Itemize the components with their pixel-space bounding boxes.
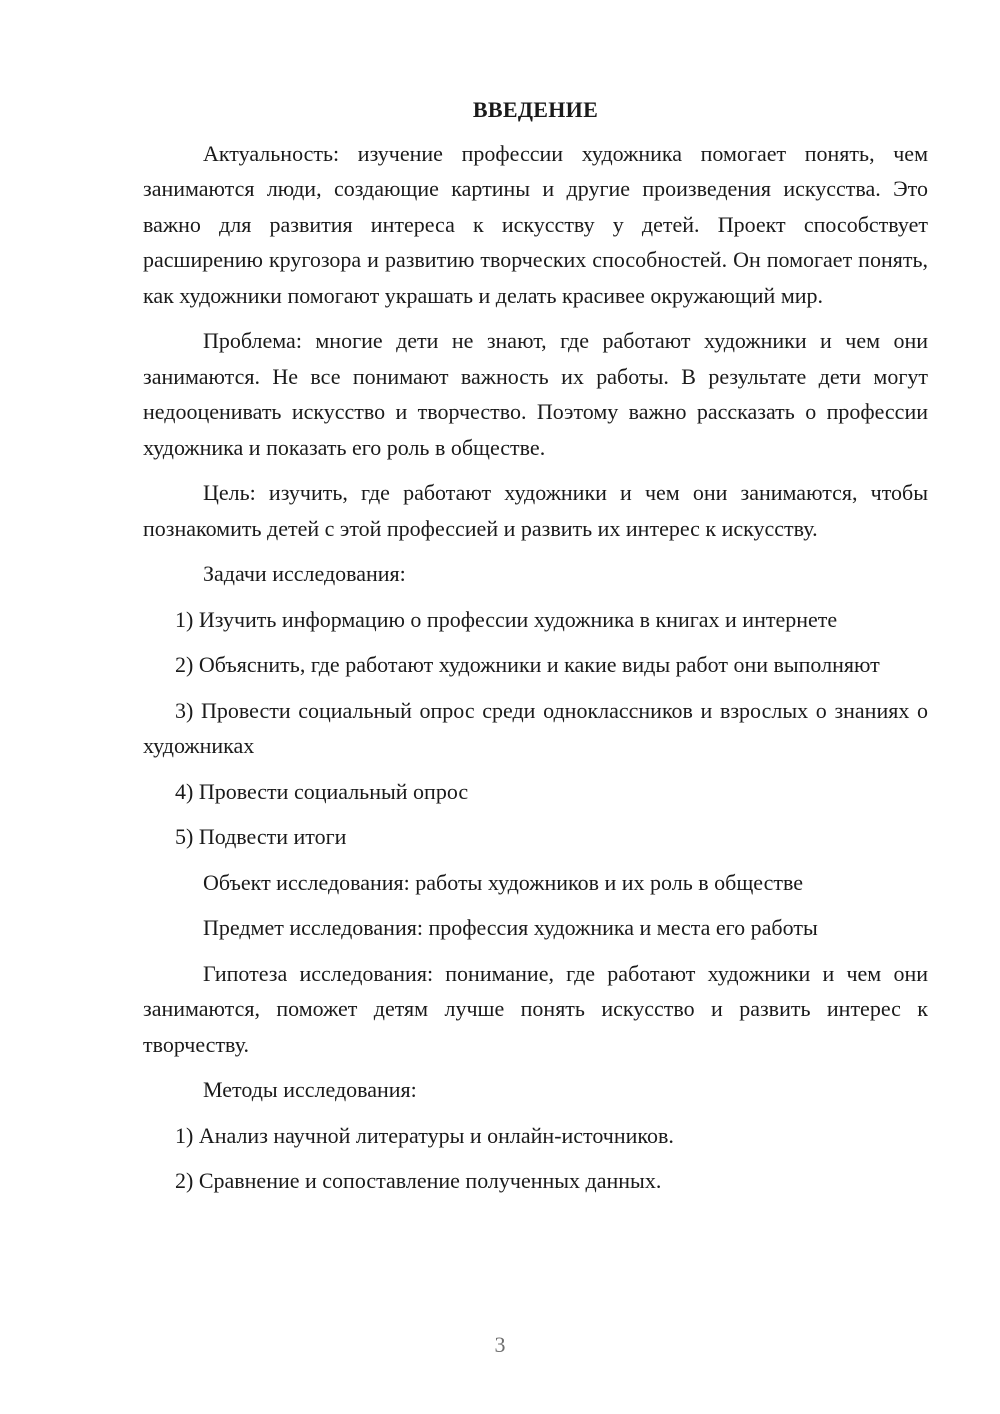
paragraph-relevance: Актуальность: изучение профессии художника помогает понять, чем занимаются люди, создающие картины и другие произведения искусства. Это важно для развития интереса к искусству у детей. Проект способствует расширению кругозора и развитию творческих способностей. Он помогает понять, как художники помогают украшать и делать красивее окружающий мир. xyxy=(143,140,928,308)
list-item-method-2: 2) Сравнение и сопоставление полученных данных. xyxy=(175,1168,662,1193)
list-item-task-5: 5) Подвести итоги xyxy=(175,824,347,849)
list-item-task-4: 4) Провести социальный опрос xyxy=(175,778,469,804)
list-item-task-2: 2) Объяснить, где работают художники и какие виды работ они выполняют xyxy=(175,652,880,677)
list-item-task-3: 3) Провести социальный опрос среди одноклассников и взрослых о знаниях о художниках xyxy=(143,697,928,758)
paragraph-hypothesis: Гипотеза исследования: понимание, где работают художники и чем они занимаются, поможет детям лучше понять искусство и развить интерес к творчеству. xyxy=(143,960,928,1057)
paragraph-object: Объект исследования: работы художников и их роль в обществе xyxy=(203,869,803,895)
paragraph-subject: Предмет исследования: профессия художника и места его работы xyxy=(203,915,818,940)
paragraph-problem: Проблема: многие дети не знают, где работают художники и чем они занимаются. Не все понимают важность их работы. В результате дети могут недооценивать искусство и творчество. Поэтому важно рассказать о профессии художника и показать его роль в обществе. xyxy=(143,328,928,460)
page-number: 3 xyxy=(494,1332,506,1357)
page-title: ВВЕДЕНИЕ xyxy=(472,97,599,122)
paragraph-methods-heading: Методы исследования: xyxy=(203,1077,417,1102)
list-item-task-1: 1) Изучить информацию о профессии художника в книгах и интернете xyxy=(175,606,838,632)
list-item-method-1: 1) Анализ научной литературы и онлайн-источников. xyxy=(175,1122,674,1148)
document-page xyxy=(143,92,928,1209)
paragraph-tasks-heading: Задачи исследования: xyxy=(203,561,406,586)
paragraph-goal: Цель: изучить, где работают художники и чем они занимаются, чтобы познакомить детей с этой профессией и развить их интерес к искусству. xyxy=(143,480,928,541)
